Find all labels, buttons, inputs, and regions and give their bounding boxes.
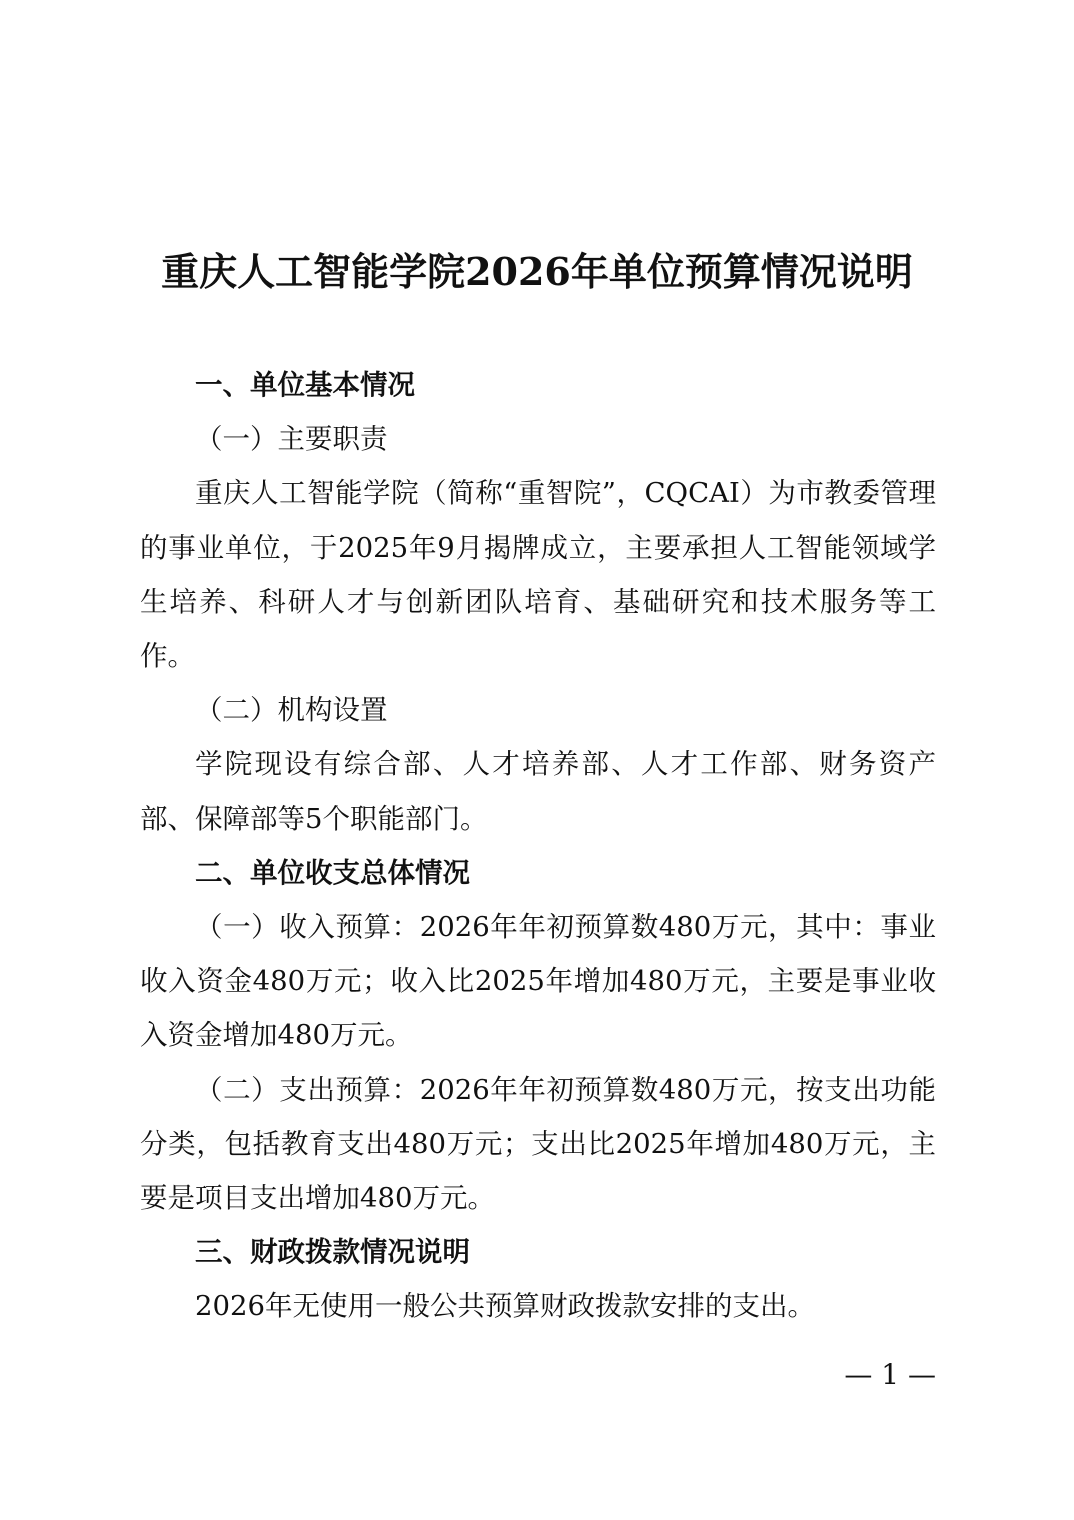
- paragraph-expenditure: （二）支出预算：2026年年初预算数480万元，按支出功能分类，包括教育支出480万元；支出比2025年增加480万元，主要是项目支出增加480万元。: [140, 1073, 936, 1215]
- paragraph-duties: 重庆人工智能学院（简称“重智院”，CQCAI）为市教委管理的事业单位，于2025年9月揭牌成立，主要承担人工智能领域学生培养、科研人才与创新团队培育、基础研究和技术服务等工作。: [140, 477, 936, 673]
- subheading-organization: （二）机构设置: [195, 694, 388, 727]
- page-number: — 1 —: [844, 1358, 936, 1391]
- subheading-duties: （一）主要职责: [195, 423, 388, 456]
- section-heading-fiscal-appropriation: 三、财政拨款情况说明: [195, 1236, 470, 1269]
- paragraph-fiscal-appropriation: 2026年无使用一般公共预算财政拨款安排的支出。: [195, 1290, 815, 1323]
- paragraph-organization: 学院现设有综合部、人才培养部、人才工作部、财务资产部、保障部等5个职能部门。: [140, 748, 936, 835]
- document-title: 重庆人工智能学院2026年单位预算情况说明: [161, 249, 913, 294]
- document-body: [140, 358, 936, 1334]
- section-heading-basic-info: 一、单位基本情况: [195, 369, 415, 401]
- section-heading-revenue-expenditure: 二、单位收支总体情况: [195, 856, 470, 889]
- paragraph-revenue: （一）收入预算：2026年年初预算数480万元，其中：事业收入资金480万元；收入比2025年增加480万元，主要是事业收入资金增加480万元。: [140, 911, 936, 1052]
